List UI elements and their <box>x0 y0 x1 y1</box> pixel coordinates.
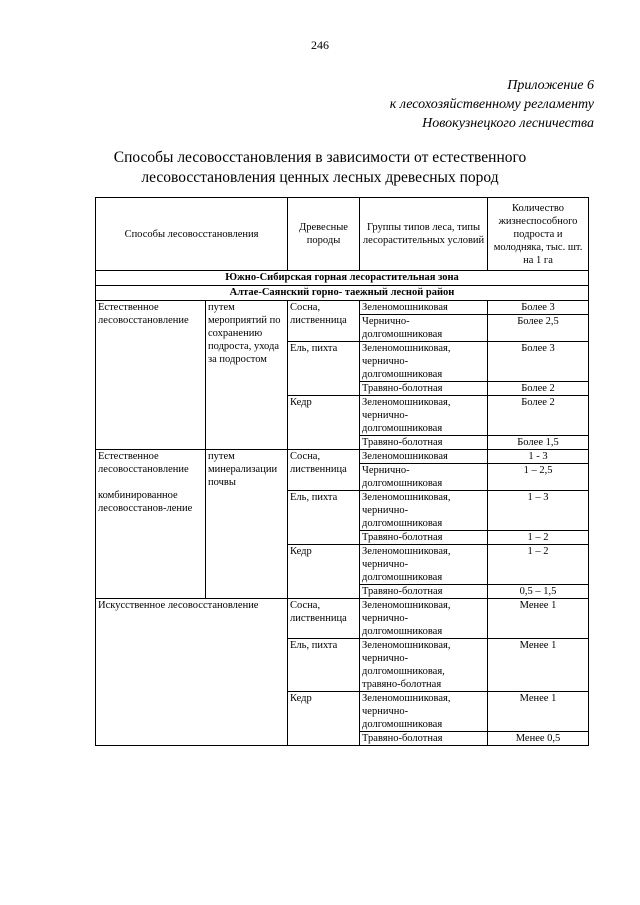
zone-row <box>96 271 589 286</box>
appendix-line-2: к лесохозяйственному регламенту <box>389 97 594 112</box>
group-cell: Чернично-долгомошниковая <box>360 464 488 491</box>
value-cell: Более 2,5 <box>488 315 589 342</box>
species-cell: Кедр <box>288 396 360 450</box>
value-cell: Более 3 <box>488 301 589 315</box>
value-cell: Менее 1 <box>488 599 589 639</box>
method-cell: Естественное лесовосстановление <box>96 301 206 450</box>
group-cell: Зеленомошниковая, чернично-долгомошниковая, травяно-болотная <box>360 639 488 692</box>
value-cell: 0,5 – 1,5 <box>488 585 589 599</box>
group-cell: Травяно-болотная <box>360 585 488 599</box>
species-cell: Сосна, лиственница <box>288 450 360 491</box>
group-cell: Травяно-болотная <box>360 732 488 746</box>
species-cell: Сосна, лиственница <box>288 599 360 639</box>
title-line-1: Способы лесовосстановления в зависимости от естественного <box>113 149 527 166</box>
appendix-line-1: Приложение 6 <box>507 78 594 93</box>
table-row <box>96 301 589 315</box>
header-species: Древесные породы <box>288 198 360 271</box>
measure-cell: путем минерализации почвы <box>206 450 288 599</box>
method-natural: Естественное лесовосстановление <box>98 451 189 475</box>
region-label: Алтае-Саянский горно- таежный лесной район <box>96 286 589 301</box>
method-combined: комбинированное лесовосстанов-ление <box>98 490 193 514</box>
species-cell: Кедр <box>288 545 360 599</box>
value-cell: Менее 1 <box>488 639 589 692</box>
value-cell: 1 - 3 <box>488 450 589 464</box>
species-cell: Кедр <box>288 692 360 746</box>
group-cell: Зеленомошниковая <box>360 450 488 464</box>
region-row <box>96 286 589 301</box>
title-line-2: лесовосстановления ценных лесных древесных пород <box>141 169 499 186</box>
appendix-line-3: Новокузнецкого лесничества <box>422 116 594 131</box>
group-cell: Чернично-долгомошниковая <box>360 315 488 342</box>
species-cell: Ель, пихта <box>288 491 360 545</box>
header-methods: Способы лесовосстановления <box>96 198 288 271</box>
group-cell: Зеленомошниковая, чернично-долгомошниковая <box>360 599 488 639</box>
value-cell: Более 2 <box>488 396 589 436</box>
appendix-caption <box>390 76 594 133</box>
group-cell: Зеленомошниковая, чернично-долгомошниковая <box>360 545 488 585</box>
species-cell: Ель, пихта <box>288 639 360 692</box>
group-cell: Травяно-болотная <box>360 531 488 545</box>
method-cell: Искусственное лесовосстановление <box>96 599 288 746</box>
group-cell: Травяно-болотная <box>360 382 488 396</box>
table-row <box>96 450 589 464</box>
value-cell: 1 – 2,5 <box>488 464 589 491</box>
value-cell: Более 2 <box>488 382 589 396</box>
value-cell: Менее 1 <box>488 692 589 732</box>
group-cell: Зеленомошниковая, чернично-долгомошниковая <box>360 491 488 531</box>
value-cell: Более 3 <box>488 342 589 382</box>
group-cell: Зеленомошниковая, чернично-долгомошниковая <box>360 692 488 732</box>
value-cell: 1 – 2 <box>488 531 589 545</box>
group-cell: Зеленомошниковая, чернично-долгомошниковая <box>360 396 488 436</box>
group-cell: Зеленомошниковая, чернично-долгомошниковая <box>360 342 488 382</box>
table-row <box>96 599 589 639</box>
header-groups: Группы типов леса, типы лесорастительных условий <box>360 198 488 271</box>
value-cell: 1 – 2 <box>488 545 589 585</box>
group-cell: Травяно-болотная <box>360 436 488 450</box>
group-cell: Зеленомошниковая <box>360 301 488 315</box>
method-cell <box>96 450 206 599</box>
header-quantity: Количество жизнеспособного подроста и молодняка, тыс. шт. на 1 га <box>488 198 589 271</box>
species-cell: Ель, пихта <box>288 342 360 396</box>
page-number: 246 <box>311 38 329 52</box>
measure-cell: путем мероприятий по сохранению подроста, ухода за подростом <box>206 301 288 450</box>
reforestation-table <box>95 197 589 746</box>
value-cell: Менее 0,5 <box>488 732 589 746</box>
table-header-row <box>96 198 589 271</box>
species-cell: Сосна, лиственница <box>288 301 360 342</box>
value-cell: Более 1,5 <box>488 436 589 450</box>
zone-label: Южно-Сибирская горная лесорастительная зона <box>96 271 589 286</box>
document-title <box>60 148 580 188</box>
value-cell: 1 – 3 <box>488 491 589 531</box>
